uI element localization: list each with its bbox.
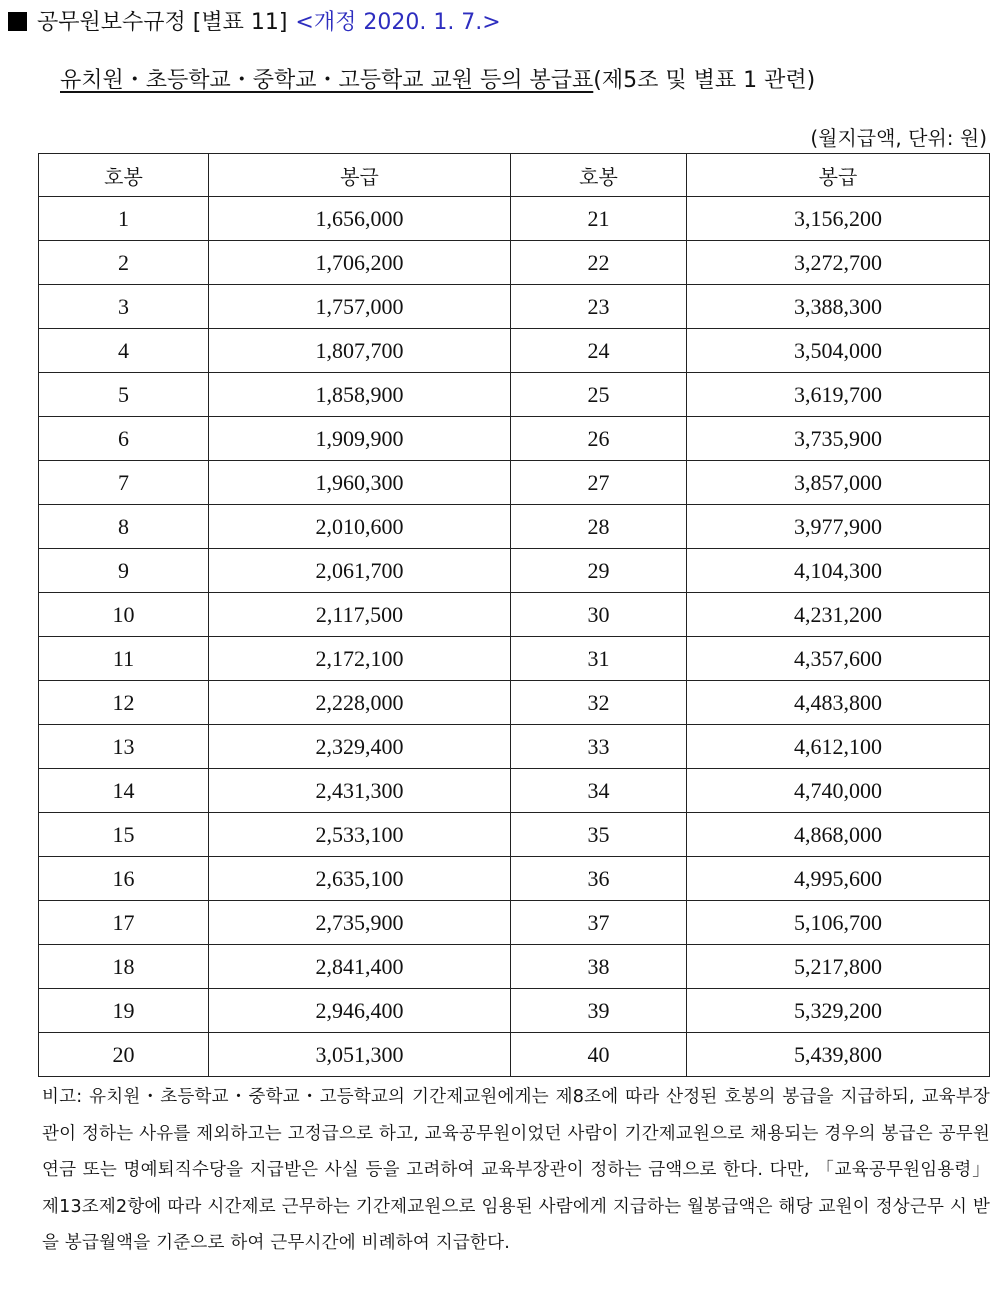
unit-note: (월지급액, 단위: 원) xyxy=(810,126,987,150)
table-row xyxy=(39,901,990,945)
step-cell: 14 xyxy=(39,769,209,813)
table-row xyxy=(39,725,990,769)
salary-cell: 1,858,900 xyxy=(209,373,511,417)
remark-note: 비고: 유치원・초등학교・중학교・고등학교의 기간제교원에게는 제8조에 따라 산정된 호봉의 봉급을 지급하되, 교육부장관이 정하는 사유를 제외하고는 고정급으로 하고, 교육공무원이었던 사람이 기간제교원으로 채용되는 경우의 봉급은 공무원연금 또는 명예퇴직수당을 지급받은 사실 등을 고려하여 교육부장관이 정하는 금액으로 한다. 다만, 「교육공무원임용령」 제13조제2항에 따라 시간제로 근무하는 기간제교원으로 임용된 사람에게 지급하는 월봉급액은 해당 교원이 정상근무 시 받을 봉급월액을 기준으로 하여 근무시간에 비례하여 지급한다. xyxy=(42,1087,990,1254)
step-cell: 11 xyxy=(39,637,209,681)
step-cell: 38 xyxy=(511,945,687,989)
salary-cell: 2,635,100 xyxy=(209,857,511,901)
salary-cell: 2,533,100 xyxy=(209,813,511,857)
salary-cell: 4,868,000 xyxy=(687,813,990,857)
salary-cell: 3,857,000 xyxy=(687,461,990,505)
step-cell: 32 xyxy=(511,681,687,725)
step-cell: 23 xyxy=(511,285,687,329)
salary-cell: 5,217,800 xyxy=(687,945,990,989)
salary-cell: 5,329,200 xyxy=(687,989,990,1033)
step-cell: 15 xyxy=(39,813,209,857)
salary-cell: 3,156,200 xyxy=(687,197,990,241)
step-cell: 12 xyxy=(39,681,209,725)
step-cell: 27 xyxy=(511,461,687,505)
table-body xyxy=(39,197,990,1077)
salary-cell: 3,051,300 xyxy=(209,1033,511,1077)
step-cell: 36 xyxy=(511,857,687,901)
step-cell: 30 xyxy=(511,593,687,637)
salary-cell: 1,807,700 xyxy=(209,329,511,373)
header-step-left: 호봉 xyxy=(39,154,209,197)
step-cell: 26 xyxy=(511,417,687,461)
salary-cell: 4,612,100 xyxy=(687,725,990,769)
header-step-right: 호봉 xyxy=(511,154,687,197)
table-row xyxy=(39,637,990,681)
step-cell: 6 xyxy=(39,417,209,461)
header-salary-right: 봉급 xyxy=(687,154,990,197)
step-cell: 34 xyxy=(511,769,687,813)
salary-cell: 3,977,900 xyxy=(687,505,990,549)
step-cell: 7 xyxy=(39,461,209,505)
salary-cell: 2,946,400 xyxy=(209,989,511,1033)
salary-cell: 1,656,000 xyxy=(209,197,511,241)
step-cell: 24 xyxy=(511,329,687,373)
step-cell: 40 xyxy=(511,1033,687,1077)
salary-cell: 4,740,000 xyxy=(687,769,990,813)
salary-cell: 1,706,200 xyxy=(209,241,511,285)
table-row xyxy=(39,989,990,1033)
table-row xyxy=(39,945,990,989)
salary-cell: 4,483,800 xyxy=(687,681,990,725)
salary-cell: 2,329,400 xyxy=(209,725,511,769)
black-square-icon xyxy=(8,12,27,31)
step-cell: 37 xyxy=(511,901,687,945)
salary-cell: 1,960,300 xyxy=(209,461,511,505)
step-cell: 22 xyxy=(511,241,687,285)
salary-cell: 4,104,300 xyxy=(687,549,990,593)
table-row xyxy=(39,769,990,813)
step-cell: 21 xyxy=(511,197,687,241)
table-row xyxy=(39,593,990,637)
table-row xyxy=(39,329,990,373)
step-cell: 20 xyxy=(39,1033,209,1077)
step-cell: 16 xyxy=(39,857,209,901)
step-cell: 18 xyxy=(39,945,209,989)
salary-cell: 2,172,100 xyxy=(209,637,511,681)
header-salary-left: 봉급 xyxy=(209,154,511,197)
step-cell: 19 xyxy=(39,989,209,1033)
step-cell: 3 xyxy=(39,285,209,329)
table-row xyxy=(39,549,990,593)
step-cell: 17 xyxy=(39,901,209,945)
salary-cell: 5,106,700 xyxy=(687,901,990,945)
amendment-note: <개정 2020. 1. 7.> xyxy=(295,10,501,35)
step-cell: 28 xyxy=(511,505,687,549)
step-cell: 9 xyxy=(39,549,209,593)
step-cell: 31 xyxy=(511,637,687,681)
salary-cell: 2,117,500 xyxy=(209,593,511,637)
salary-cell: 4,231,200 xyxy=(687,593,990,637)
step-cell: 29 xyxy=(511,549,687,593)
salary-cell: 2,010,600 xyxy=(209,505,511,549)
step-cell: 35 xyxy=(511,813,687,857)
step-cell: 13 xyxy=(39,725,209,769)
step-cell: 33 xyxy=(511,725,687,769)
salary-cell: 4,357,600 xyxy=(687,637,990,681)
title-suffix: (제5조 및 별표 1 관련) xyxy=(593,68,816,93)
table-row xyxy=(39,285,990,329)
regulation-name: 공무원보수규정 [별표 11] xyxy=(37,10,288,35)
table-row xyxy=(39,505,990,549)
salary-cell: 1,909,900 xyxy=(209,417,511,461)
salary-cell: 3,504,000 xyxy=(687,329,990,373)
salary-cell: 2,735,900 xyxy=(209,901,511,945)
salary-cell: 3,735,900 xyxy=(687,417,990,461)
step-cell: 4 xyxy=(39,329,209,373)
salary-cell: 2,228,000 xyxy=(209,681,511,725)
salary-cell: 3,272,700 xyxy=(687,241,990,285)
step-cell: 5 xyxy=(39,373,209,417)
table-header-row xyxy=(39,154,990,197)
table-row xyxy=(39,197,990,241)
step-cell: 8 xyxy=(39,505,209,549)
step-cell: 1 xyxy=(39,197,209,241)
salary-cell: 3,388,300 xyxy=(687,285,990,329)
step-cell: 39 xyxy=(511,989,687,1033)
table-row xyxy=(39,461,990,505)
page-title xyxy=(60,66,815,96)
salary-cell: 4,995,600 xyxy=(687,857,990,901)
salary-cell: 3,619,700 xyxy=(687,373,990,417)
salary-cell: 2,841,400 xyxy=(209,945,511,989)
table-row xyxy=(39,373,990,417)
table-row xyxy=(39,417,990,461)
salary-cell: 2,061,700 xyxy=(209,549,511,593)
table-row xyxy=(39,681,990,725)
step-cell: 2 xyxy=(39,241,209,285)
table-row xyxy=(39,857,990,901)
table-row xyxy=(39,1033,990,1077)
salary-cell: 2,431,300 xyxy=(209,769,511,813)
step-cell: 25 xyxy=(511,373,687,417)
salary-cell: 5,439,800 xyxy=(687,1033,990,1077)
salary-table xyxy=(38,153,990,1077)
table-row xyxy=(39,241,990,285)
step-cell: 10 xyxy=(39,593,209,637)
table-row xyxy=(39,813,990,857)
title-main: 유치원・초등학교・중학교・고등학교 교원 등의 봉급표 xyxy=(60,68,594,93)
document-header xyxy=(8,8,501,38)
salary-cell: 1,757,000 xyxy=(209,285,511,329)
